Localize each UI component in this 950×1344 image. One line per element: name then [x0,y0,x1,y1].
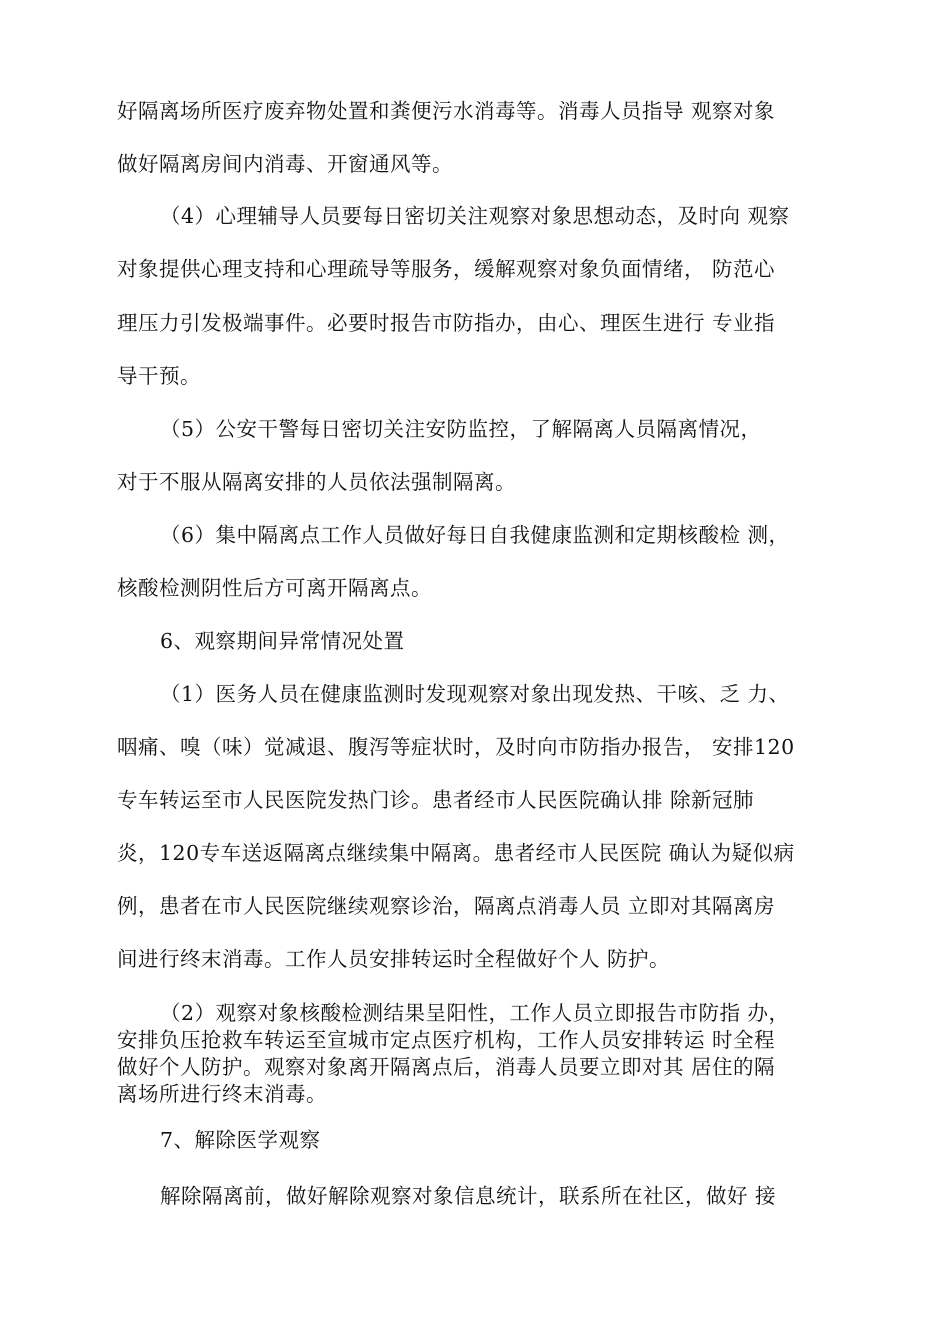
text-line: 核酸检测阴性后方可离开隔离点。 [117,576,432,600]
text-line: （1）医务人员在健康监测时发现观察对象出现发热、干咳、乏 力、 [160,682,790,706]
text-line: 专车转运至市人民医院发热门诊。患者经市人民医院确认排 除新冠肺 [117,788,755,812]
section-heading: 7、解除医学观察 [160,1128,321,1152]
text-line: 理压力引发极端事件。必要时报告市防指办，由心、理医生进行 专业指 [117,311,776,335]
text-line: 解除隔离前，做好解除观察对象信息统计，联系所在社区，做好 接 [160,1184,777,1208]
text-line: 做好隔离房间内消毒、开窗通风等。 [117,152,453,176]
text-line: 安排负压抢救车转运至宣城市定点医疗机构，工作人员安排转运 时全程 [117,1028,776,1052]
text-line: （6）集中隔离点工作人员做好每日自我健康监测和定期核酸检 测， [160,523,790,547]
text-line: 对象提供心理支持和心理疏导等服务，缓解观察对象负面情绪， 防范心 [117,257,776,281]
text-line: 导干预。 [117,364,201,388]
text-line: 咽痛、嗅（味）觉减退、腹泻等症状时，及时向市防指办报告， 安排120 [117,735,795,759]
text-line: 例，患者在市人民医院继续观察诊治，隔离点消毒人员 立即对其隔离房 [117,894,776,918]
text-line: 对于不服从隔离安排的人员依法强制隔离。 [117,470,516,494]
text-line: （4）心理辅导人员要每日密切关注观察对象思想动态，及时向 观察 [160,204,790,228]
text-line: （2）观察对象核酸检测结果呈阳性，工作人员立即报告市防指 办， [160,1001,790,1025]
section-heading: 6、观察期间异常情况处置 [160,629,405,653]
text-line: 离场所进行终末消毒。 [117,1082,327,1106]
text-line: 好隔离场所医疗废弃物处置和粪便污水消毒等。消毒人员指导 观察对象 [117,99,776,123]
text-line: 炎，120专车送返隔离点继续集中隔离。患者经市人民医院 确认为疑似病 [117,841,795,865]
text-line: （5）公安干警每日密切关注安防监控，了解隔离人员隔离情况， [160,417,762,441]
text-line: 做好个人防护。观察对象离开隔离点后，消毒人员要立即对其 居住的隔 [117,1055,776,1079]
text-line: 间进行终末消毒。工作人员安排转运时全程做好个人 防护。 [117,947,671,971]
